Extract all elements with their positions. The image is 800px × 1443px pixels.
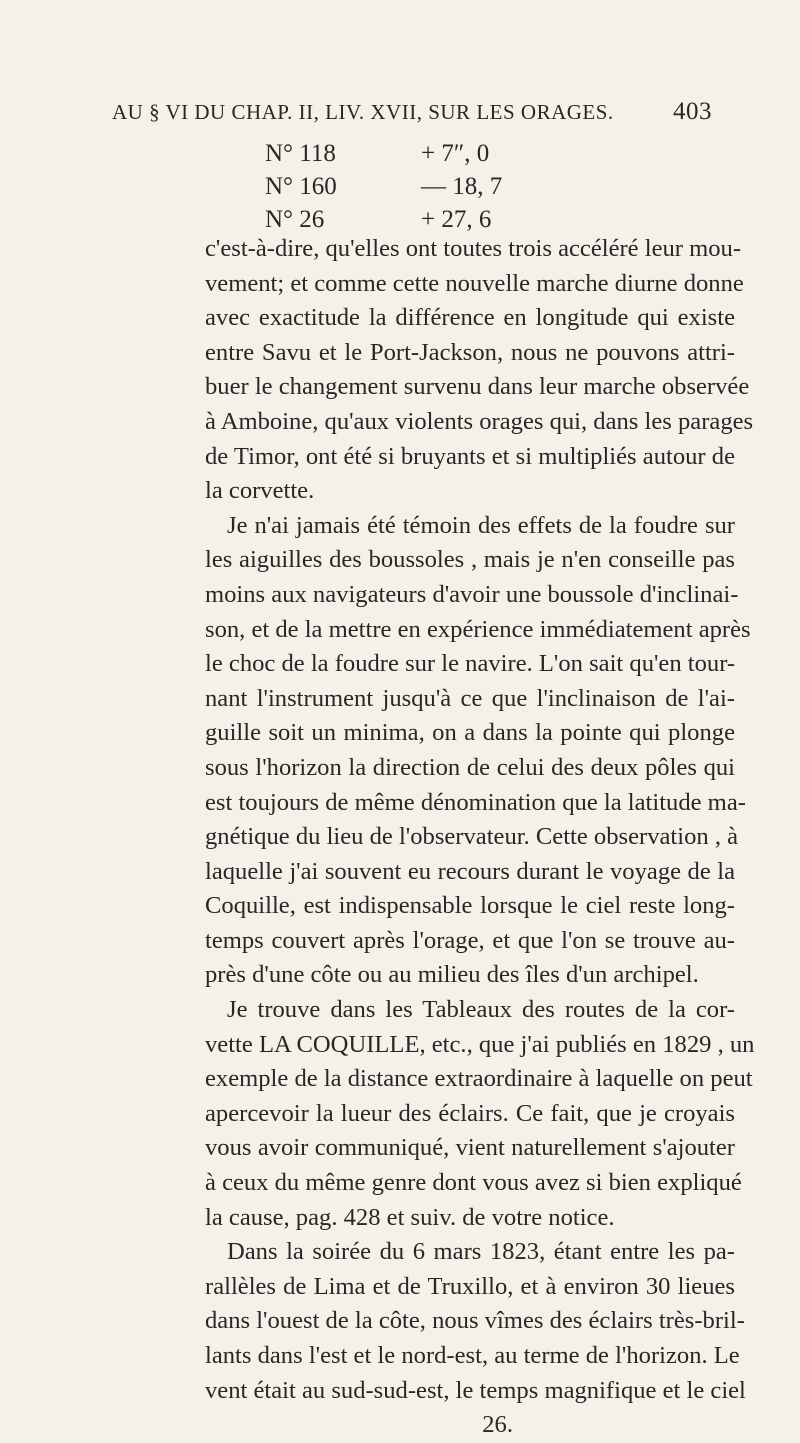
page-number: 403 [673, 98, 712, 125]
text-line: rallèles de Lima et de Truxillo, et à environ 30 lieues [205, 1272, 735, 1300]
row-label: N° 160 [265, 173, 337, 200]
text-line: moins aux navigateurs d'avoir une boussole d'inclinai- [205, 580, 739, 608]
text-line: c'est-à-dire, qu'elles ont toutes trois accéléré leur mou- [205, 235, 742, 262]
text-line: est toujours de même dénomination que la latitude ma- [205, 788, 746, 816]
text-line: nant l'instrument jusqu'à ce que l'inclinaison de l'ai- [205, 684, 735, 712]
text-line: vette LA COQUILLE, etc., que j'ai publiés en 1829 , un [205, 1030, 755, 1058]
signature-mark: 26. [482, 1411, 513, 1439]
text-line: lants dans l'est et le nord-est, au terme de l'horizon. Le [205, 1342, 740, 1369]
text-line: Je n'ai jamais été témoin des effets de la foudre sur [227, 511, 735, 539]
text-line: Coquille, est indispensable lorsque le ciel reste long- [205, 892, 735, 920]
text-line: à ceux du même genre dont vous avez si bien expliqué [205, 1169, 742, 1197]
text-line: à Amboine, qu'aux violents orages qui, dans les parages [205, 407, 754, 435]
text-line: Je trouve dans les Tableaux des routes de la cor- [227, 996, 735, 1024]
text-line: sous l'horizon la direction de celui des deux pôles qui [205, 753, 735, 781]
row-label: N° 118 [265, 140, 336, 167]
text-line: de Timor, ont été si bruyants et si multipliés autour de [205, 442, 735, 470]
longitude-table [265, 140, 605, 239]
text-line: les aiguilles des boussoles , mais je n'en conseille pas [205, 546, 735, 574]
running-head [112, 100, 712, 125]
text-line: avec exactitude la différence en longitude qui existe [205, 304, 735, 332]
text-line: Dans la soirée du 6 mars 1823, étant entre les pa- [227, 1238, 735, 1266]
text-line: près d'une côte ou au milieu des îles d'un archipel. [205, 961, 699, 989]
row-value: + 27, 6 [421, 206, 492, 233]
table-row [265, 173, 605, 206]
text-line: le choc de la foudre sur le navire. L'on sait qu'en tour- [205, 650, 736, 678]
text-line: la cause, pag. 428 et suiv. de votre notice. [205, 1203, 615, 1231]
text-line: guille soit un minima, on a dans la pointe qui plonge [205, 719, 735, 747]
text-line: vent était au sud-sud-est, le temps magnifique et le ciel [205, 1376, 746, 1404]
row-value: + 7″, 0 [421, 140, 490, 167]
text-line: dans l'ouest de la côte, nous vîmes des éclairs très-bril- [205, 1307, 745, 1335]
row-label: N° 26 [265, 206, 325, 233]
running-head-title: AU § VI DU CHAP. II, LIV. XVII, SUR LES ORAGES. [112, 100, 614, 124]
table-row [265, 140, 605, 173]
text-line: buer le changement survenu dans leur marche observée [205, 373, 750, 401]
text-line: exemple de la distance extraordinaire à laquelle on peut [205, 1065, 753, 1093]
text-line: entre Savu et le Port-Jackson, nous ne pouvons attri- [205, 338, 735, 366]
text-line: vement; et comme cette nouvelle marche diurne donne [205, 269, 744, 297]
text-line: vous avoir communiqué, vient naturellement s'ajouter [205, 1134, 735, 1162]
text-line: temps couvert après l'orage, et que l'on se trouve au- [205, 926, 735, 954]
row-value: — 18, 7 [421, 173, 503, 200]
text-line: son, et de la mettre en expérience immédiatement après [205, 615, 751, 643]
body-text [205, 232, 755, 1443]
text-line: gnétique du lieu de l'observateur. Cette observation , à [205, 823, 739, 851]
text-line: la corvette. [205, 477, 315, 505]
text-line: apercevoir la lueur des éclairs. Ce fait, que je croyais [205, 1099, 735, 1127]
text-line: laquelle j'ai souvent eu recours durant le voyage de la [205, 857, 735, 885]
